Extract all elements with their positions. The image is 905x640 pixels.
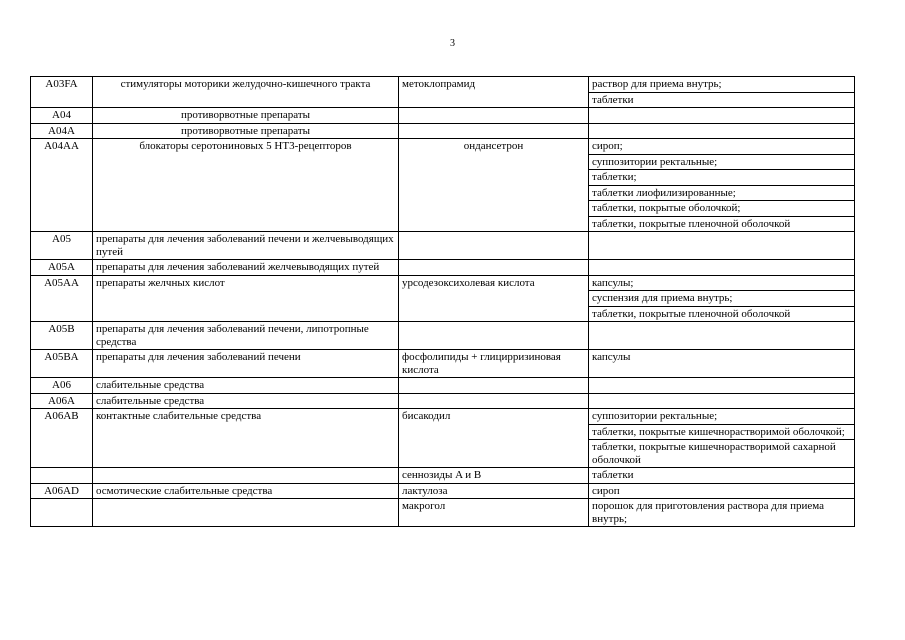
pharm-group-cell — [93, 468, 399, 484]
pharm-group-cell: препараты для лечения заболеваний печени — [93, 350, 399, 378]
dosage-form-cell — [589, 123, 855, 139]
atc-code-cell — [31, 499, 93, 527]
table-row — [31, 350, 855, 378]
table-row — [31, 139, 855, 155]
dosage-form-cell: капсулы; — [589, 275, 855, 291]
dosage-form-cell: суппозитории ректальные; — [589, 409, 855, 425]
table-row — [31, 468, 855, 484]
drug-name-cell — [399, 123, 589, 139]
dosage-form-cell: таблетки лиофилизированные; — [589, 185, 855, 201]
dosage-form-cell: таблетки, покрытые кишечнорастворимой сахарной оболочкой — [589, 440, 855, 468]
atc-code-cell: A03FA — [31, 77, 93, 108]
atc-code-cell — [31, 468, 93, 484]
atc-code-cell: A05A — [31, 260, 93, 276]
atc-code-cell: A04A — [31, 123, 93, 139]
dosage-form-cell: таблетки — [589, 468, 855, 484]
table-row — [31, 123, 855, 139]
dosage-form-cell: сироп — [589, 483, 855, 499]
table-row — [31, 108, 855, 124]
dosage-form-cell — [589, 108, 855, 124]
pharm-group-cell: препараты для лечения заболеваний печени, липотропные средства — [93, 322, 399, 350]
dosage-form-cell: суспензия для приема внутрь; — [589, 291, 855, 307]
atc-code-cell: A05B — [31, 322, 93, 350]
table-row — [31, 322, 855, 350]
dosage-form-cell: таблетки, покрытые пленочной оболочкой — [589, 216, 855, 232]
pharm-group-cell — [93, 499, 399, 527]
dosage-form-cell: таблетки; — [589, 170, 855, 186]
drug-name-cell: макрогол — [399, 499, 589, 527]
drug-name-cell: сеннозиды A и B — [399, 468, 589, 484]
table-row — [31, 499, 855, 527]
drug-name-cell: метоклопрамид — [399, 77, 589, 108]
atc-code-cell: A04 — [31, 108, 93, 124]
table-row — [31, 232, 855, 260]
dosage-form-cell: сироп; — [589, 139, 855, 155]
drug-name-cell — [399, 378, 589, 394]
table-body — [31, 77, 855, 527]
table-row — [31, 77, 855, 93]
page-number: 3 — [450, 38, 455, 49]
atc-code-cell: A06AB — [31, 409, 93, 468]
dosage-form-cell — [589, 232, 855, 260]
pharm-group-cell: слабительные средства — [93, 393, 399, 409]
atc-code-cell: A05AA — [31, 275, 93, 322]
dosage-form-cell — [589, 260, 855, 276]
dosage-form-cell: таблетки, покрытые оболочкой; — [589, 201, 855, 217]
dosage-form-cell: капсулы — [589, 350, 855, 378]
drug-name-cell: урсодезоксихолевая кислота — [399, 275, 589, 322]
pharm-group-cell: препараты желчных кислот — [93, 275, 399, 322]
pharm-group-cell: препараты для лечения заболеваний желчевыводящих путей — [93, 260, 399, 276]
drug-name-cell: лактулоза — [399, 483, 589, 499]
table-row — [31, 260, 855, 276]
drug-name-cell — [399, 108, 589, 124]
table-row — [31, 393, 855, 409]
atc-code-cell: A06 — [31, 378, 93, 394]
drug-name-cell — [399, 232, 589, 260]
drug-name-cell — [399, 393, 589, 409]
pharm-group-cell: препараты для лечения заболеваний печени и желчевыводящих путей — [93, 232, 399, 260]
pharm-group-cell: стимуляторы моторики желудочно-кишечного тракта — [93, 77, 399, 108]
pharm-group-cell: слабительные средства — [93, 378, 399, 394]
atc-code-cell: A06AD — [31, 483, 93, 499]
drug-name-cell — [399, 322, 589, 350]
drug-name-cell — [399, 260, 589, 276]
dosage-form-cell — [589, 378, 855, 394]
drug-name-cell: бисакодил — [399, 409, 589, 468]
dosage-form-cell: таблетки — [589, 92, 855, 108]
pharm-group-cell: противорвотные препараты — [93, 123, 399, 139]
atc-code-cell: A05 — [31, 232, 93, 260]
atc-code-cell: A04AA — [31, 139, 93, 232]
pharm-group-cell: осмотические слабительные средства — [93, 483, 399, 499]
table-row — [31, 409, 855, 425]
dosage-form-cell: раствор для приема внутрь; — [589, 77, 855, 93]
pharm-group-cell: контактные слабительные средства — [93, 409, 399, 468]
pharm-group-cell: противорвотные препараты — [93, 108, 399, 124]
drug-name-cell: ондансетрон — [399, 139, 589, 232]
drug-table — [30, 76, 855, 527]
dosage-form-cell: суппозитории ректальные; — [589, 154, 855, 170]
dosage-form-cell: порошок для приготовления раствора для приема внутрь; — [589, 499, 855, 527]
table-row — [31, 483, 855, 499]
dosage-form-cell — [589, 322, 855, 350]
table-row — [31, 378, 855, 394]
dosage-form-cell — [589, 393, 855, 409]
pharm-group-cell: блокаторы серотониновых 5 HT3-рецепторов — [93, 139, 399, 232]
dosage-form-cell: таблетки, покрытые пленочной оболочкой — [589, 306, 855, 322]
atc-code-cell: A05BA — [31, 350, 93, 378]
drug-name-cell: фосфолипиды + глицирризиновая кислота — [399, 350, 589, 378]
dosage-form-cell: таблетки, покрытые кишечнорастворимой оболочкой; — [589, 424, 855, 440]
table-row — [31, 275, 855, 291]
atc-code-cell: A06A — [31, 393, 93, 409]
